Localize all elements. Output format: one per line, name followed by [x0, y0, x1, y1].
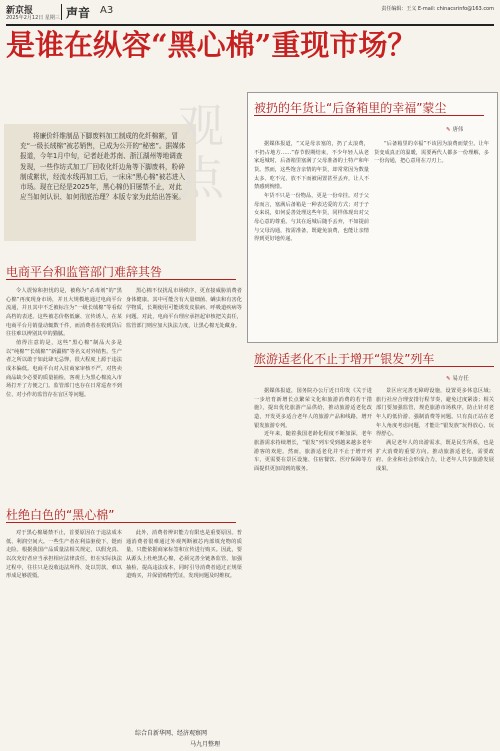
left-bottom-credit: 综合自新华网、经济观察网 — [135, 730, 208, 737]
section-name: 声音 — [66, 6, 91, 20]
left-bottom-para-2: 此外，消费者辨识能力有限也是重要原因。普通消费者很难通过外观判断被芯内部填充物的质量，只能依据商家标签和宣传进行购买。因此，要从源头上杜绝黑心棉，必须完善全链条监管，加强抽检，提高违法成本，同时引导消费者通过正规渠道购买，并保留购物凭证，发现问题及时维权。 — [126, 530, 242, 580]
right-bottom-author: 易方任 — [452, 376, 469, 382]
column-watermark: 观点 — [178, 99, 224, 205]
right-bottom-para-2: 近年来，随着我国老龄化程度不断加深，老年旅游需求持续增长，“银发”列车受到越来越多老年游客的欢迎。然而，旅游适老化并不止于增开列车，更需要在景区设施、住宿餐饮、医疗保障等方面提供更加周到的服务。 — [254, 431, 372, 472]
left-top-col-2 — [126, 287, 242, 493]
right-bottom-rule — [254, 366, 494, 367]
right-bottom-para-4: 满足老年人的出游需求，既是民生所系，也是扩大消费的重要方向。推动旅游适老化，需要政府、企业和社会形成合力，让老年人共享旅游发展成果。 — [376, 439, 494, 472]
left-top-para-2: 值得注意的是，这些“黑心棉”制品大多是以“纯棉”“长绒棉”“新疆棉”等名义对外销售。生产者之所以敢于如此肆无忌惮，很大程度上源于违法成本偏低。电商平台对入驻商家审核不严，对售卖商品缺少必要的质量抽检，客观上为黑心棉流入市场打开了方便之门。监管部门也存在日常巡查不到位、对小作坊监管存在盲区等问题。 — [6, 339, 122, 398]
right-top-rule — [254, 115, 484, 116]
left-top-col-1 — [6, 287, 122, 493]
left-top-rule — [6, 279, 236, 280]
right-bottom-col-2 — [376, 387, 494, 745]
right-bottom-byline — [446, 374, 469, 382]
masthead-divider — [61, 4, 62, 20]
right-top-para-2: 年货不只是一份物品，更是一份牵挂。对于父母而言，塞满后备箱是一种表达爱的方式；对于子女来说，如何妥善处理这些年货，同样体现出对父母心意的尊重。与其在返城后随手丢弃，不如提前与父母沟通，按需准备，既避免浪费，也能让亲情得到更好地传递。 — [254, 192, 369, 243]
left-bottom-title: 杜绝白色的“黑心棉” — [6, 508, 115, 522]
pen-icon: ✎ — [446, 127, 451, 133]
right-top-col-2 — [374, 140, 489, 336]
right-top-byline — [446, 125, 463, 133]
left-bottom-col-2 — [126, 529, 242, 721]
right-bottom-title: 旅游适老化不止于增开“银发”列车 — [254, 352, 435, 366]
left-bottom-para-1: 对于黑心棉屡禁不止，首要原因在于违法成本低、利润空间大。一些生产者在利益驱使下，铤而走险。根据我国产品质量法相关规定，以假充真、以次充好者应当承担相应法律责任，但在实际执法过程中，往往只是没收违法所得、处以罚款，难以形成足够震慑。 — [6, 530, 122, 580]
right-bottom-para-3: 景区应完善无障碍设施，设置更多休息区域；旅行社应合理安排行程节奏，避免过度紧凑；相关部门要加强监管，规范旅游市场秩序，防止针对老年人的低价游、强制消费等问题。只有真正站在老年人角度考虑问题，才能让“银发族”玩得放心、玩得舒心。 — [376, 388, 494, 438]
left-bottom-col-1 — [6, 529, 122, 744]
lead-paragraph: 将廉价纤维制品下脚废料加工制成的化纤棉絮，冒充“一级长绒棉”被芯销售，已成为公开的“秘密”。据媒体报道，今年1月中旬，记者赶赴苏南、浙江湖州等地调查发现，一些作坊式加工厂回收化纤边角等下脚废料，粉碎制成絮状，经流水线再加工后，一床床“黑心棉”被芯进入市场。现在已经是2025年，黑心棉仍旧屡禁不止，对此应当如何认识、如何彻底治理？本版专家为此给出答案。 — [20, 132, 186, 202]
masthead — [6, 2, 494, 26]
right-top-para-3: “后备箱里的幸福”不该因为浪费而蒙尘。让年货变成真正的温暖，需要两代人都多一份理解，多一份沟通，把心意用在刀刃上。 — [374, 141, 489, 165]
right-bottom-para-1: 据媒体报道，国务院办公厅近日印发《关于进一步培育新增长点繁荣文化和旅游消费的若干措施》，提出优化旅游产品供给，推动旅游适老化改造，开发更多适合老年人的旅游产品和线路，增开银发旅游专列。 — [254, 388, 372, 429]
left-top-para-1: 令人震惊和担忧的是，被称为“杀毒剂”的“黑心棉”再度现身市场，并且大规模地通过电商平台流通，并且其中不乏被标注为“一级长绒棉”等看似高档的表述。这些被芯价格低廉、宣传诱人，在某电商平台月销量动辄数千件，而消费者在收到货后往往难以辨别其中的猫腻。 — [6, 288, 122, 338]
left-top-title: 电商平台和监管部门难辞其咎 — [6, 265, 163, 279]
right-top-author: 唐伟 — [452, 127, 464, 133]
main-headline: 是谁在纵容“黑心棉”重现市场？ — [6, 28, 417, 62]
paper-logo: 新京报 — [6, 6, 34, 16]
left-top-para-3: 黑心棉不仅扰乱市场秩序，更直接威胁消费者身体健康。其中可能含有大量细菌、螨虫和有害化学物质，长期使用可能诱发皮肤病、呼吸道疾病等问题。对此，电商平台理应承担起审核把关责任，监管部门则应加大执法力度，让黑心棉无处藏身。 — [126, 288, 242, 329]
left-bottom-rule — [6, 522, 236, 523]
right-top-col-1 — [254, 140, 369, 336]
left-bottom-author: 马九月整理 — [190, 741, 221, 748]
page-number: A3 — [100, 5, 114, 16]
editor-line: 责任编辑：王义 E-mail: chinacsrinfo@163.com — [381, 6, 494, 12]
right-top-para-1: 据媒体报道，“又是母亲塞的，扔了太浪费，不扔占地方……”春节假期结束，不少年轻人从老家返城时，后备箱里塞满了父母准备的土特产和年货。然而，这些饱含亲情的年货，却常常因为数量太多、吃不完、放不下而被闲置甚至丢弃，让人不禁感到惋惜。 — [254, 141, 369, 191]
pen-icon: ✎ — [446, 376, 451, 382]
right-bottom-col-1 — [254, 387, 372, 745]
right-top-title: 被扔的年货让“后备箱里的幸福”蒙尘 — [254, 101, 447, 115]
issue-date: 2025年2月12日 星期三 — [6, 15, 60, 21]
